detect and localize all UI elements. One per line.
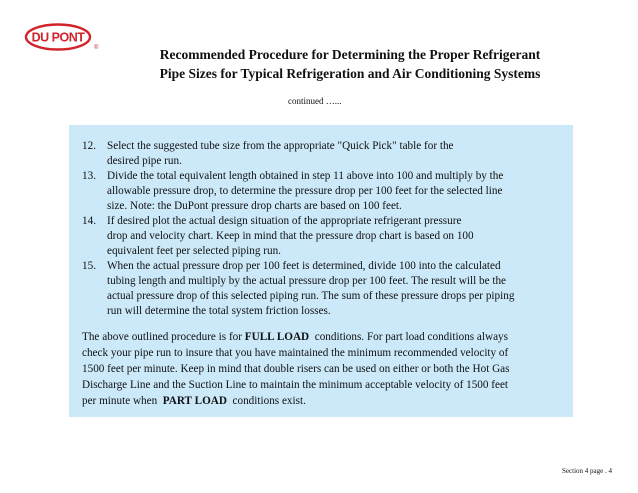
step-line: equivalent feet per selected piping run.: [107, 245, 281, 257]
procedure-panel: [69, 125, 573, 417]
step-number: 15.: [82, 260, 96, 272]
step-line: desired pipe run.: [107, 155, 182, 167]
full-load-emphasis: FULL LOAD: [244, 331, 310, 343]
step-number: 13.: [82, 170, 96, 182]
step-line: actual pressure drop of this selected piping run. The sum of these pressure drops per piping: [107, 290, 515, 302]
step-text: [107, 259, 564, 319]
step-text: [107, 139, 564, 169]
para-line-3: 1500 feet per minute. Keep in mind that double risers can be used on either or both the Hot Gas: [82, 363, 510, 375]
step-number: 12.: [82, 140, 96, 152]
continued-note: continued …...: [288, 96, 342, 106]
title-line-1: Recommended Procedure for Determining the Proper Refrigerant: [159, 47, 541, 62]
step-line: run will determine the total system friction losses.: [107, 305, 331, 317]
step-line: If desired plot the actual design situation of the appropriate refrigerant pressure: [107, 215, 462, 227]
step-line: When the actual pressure drop per 100 feet is determined, divide 100 into the calculated: [107, 260, 501, 272]
procedure-steps: [82, 139, 564, 319]
dupont-logo: [24, 22, 100, 52]
para-text: conditions. For part load conditions always: [309, 331, 509, 343]
step-12: [82, 139, 564, 169]
step-line: drop and velocity chart. Keep in mind that the pressure drop chart is based on 100: [107, 230, 474, 242]
title-line-2: Pipe Sizes for Typical Refrigeration and Air Conditioning Systems: [159, 66, 541, 81]
logo-registered-mark: ®: [94, 45, 99, 51]
step-15: [82, 259, 564, 319]
step-number: 14.: [82, 215, 96, 227]
para-line-5: [82, 393, 566, 409]
step-13: [82, 169, 564, 214]
step-line: tubing length and multiply by the actual pressure drop per 100 feet. The result will be the: [107, 275, 507, 287]
para-line-2: check your pipe run to insure that you have maintained the minimum recommended velocity of: [82, 347, 509, 359]
step-text: [107, 214, 564, 259]
load-conditions-paragraph: [82, 329, 566, 409]
step-line: Divide the total equivalent length obtained in step 11 above into 100 and multiply by the: [107, 170, 504, 182]
para-text: conditions exist.: [226, 395, 306, 407]
page-title: [120, 45, 580, 83]
part-load-emphasis: PART LOAD: [162, 395, 227, 407]
para-text: The above outlined procedure is for: [82, 331, 245, 343]
step-14: [82, 214, 564, 259]
step-line: allowable pressure drop, to determine the pressure drop per 100 feet for the selected line: [107, 185, 503, 197]
step-line: Select the suggested tube size from the appropriate "Quick Pick" table for the: [107, 140, 454, 152]
para-text: per minute when: [82, 395, 163, 407]
step-text: [107, 169, 564, 214]
logo-text: DU PONT: [31, 30, 85, 45]
page-footer: Section 4 page . 4: [562, 467, 612, 475]
step-line: size. Note: the DuPont pressure drop charts are based on 100 feet.: [107, 200, 402, 212]
para-line-4: Discharge Line and the Suction Line to maintain the minimum acceptable velocity of 1500 feet: [82, 379, 509, 391]
para-line-1: [82, 329, 566, 345]
